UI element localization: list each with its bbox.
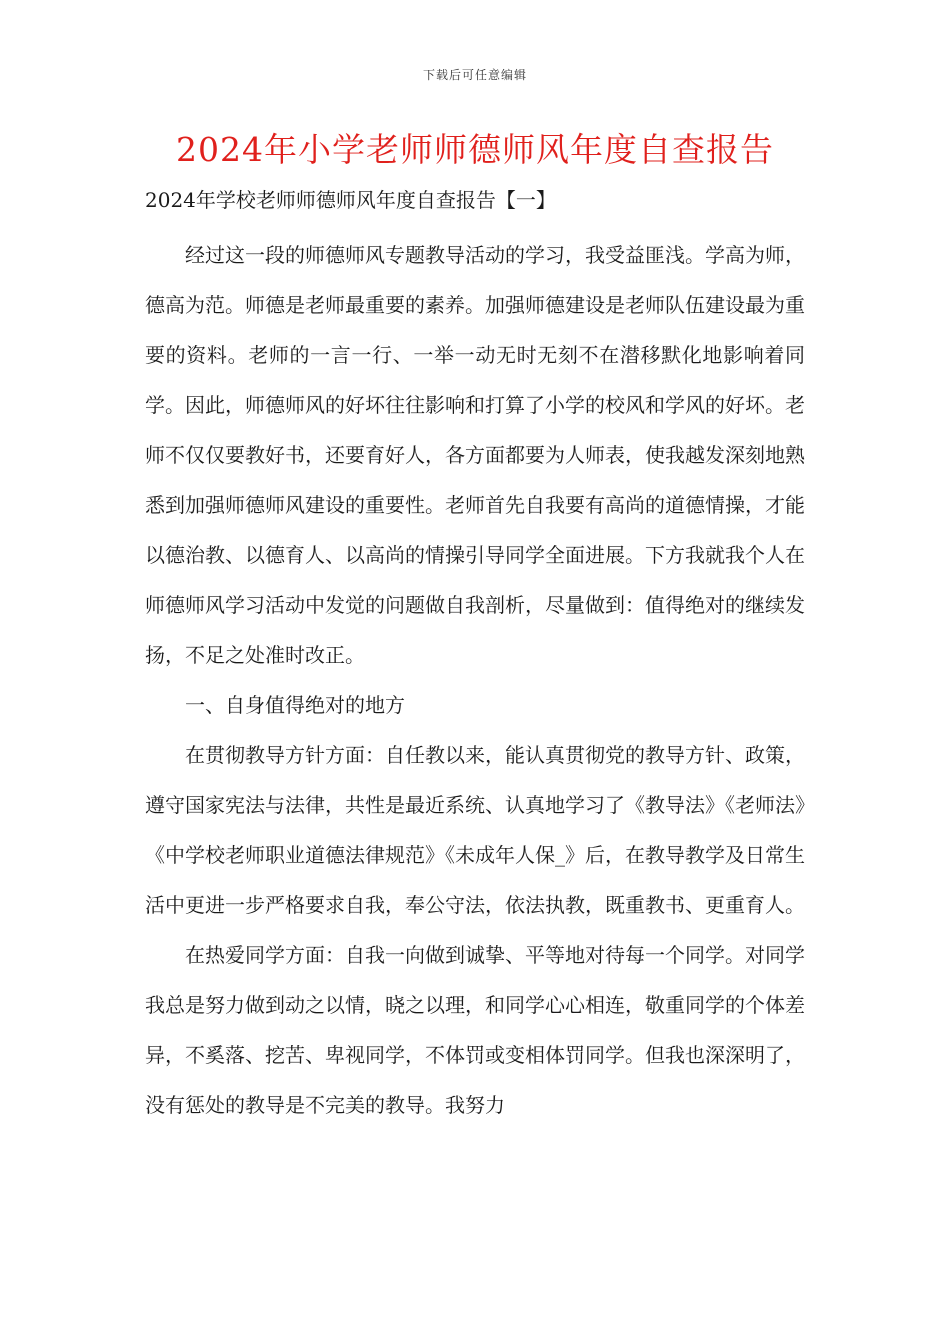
section-heading: 一、自身值得绝对的地方 xyxy=(185,693,405,717)
document-subtitle: 2024年学校老师师德师风年度自查报告【一】 xyxy=(145,188,556,212)
paragraph: 在贯彻教导方针方面：自任教以来，能认真贯彻党的教导方针、政策，遵守国家宪法与法律，共性是最近系统、认真地学习了《教导法》《老师法》《中学校老师职业道德法律规范》《未成年人保_》后，在教导教学及日常生活中更进一步严格要求自我，奉公守法，依法执教，既重教书、更重育人。 xyxy=(145,743,805,917)
paragraph: 经过这一段的师德师风专题教导活动的学习，我受益匪浅。学高为师，德高为范。师德是老师最重要的素养。加强师德建设是老师队伍建设最为重要的资料。老师的一言一行、一举一动无时无刻不在潜移默化地影响着同学。因此，师德师风的好坏往往影响和打算了小学的校风和学风的好坏。老师不仅仅要教好书，还要育好人，各方面都要为人师表，使我越发深刻地熟悉到加强师德师风建设的重要性。老师首先自我要有高尚的道德情操，才能以德治教、以德育人、以高尚的情操引导同学全面进展。下方我就我个人在师德师风学习活动中发觉的问题做自我剖析，尽量做到：值得绝对的继续发扬，不足之处准时改正。 xyxy=(145,243,805,667)
header-note: 下载后可任意编辑 xyxy=(422,68,527,82)
document-title: 2024年小学老师师德师风年度自查报告 xyxy=(176,130,774,169)
paragraph: 在热爱同学方面：自我一向做到诚挚、平等地对待每一个同学。对同学我总是努力做到动之以情，晓之以理，和同学心心相连，敬重同学的个体差异，不奚落、挖苦、卑视同学，不体罚或变相体罚同学。但我也深深明了，没有惩处的教导是不完美的教导。我努力 xyxy=(145,943,805,1117)
document-body xyxy=(145,230,805,1130)
